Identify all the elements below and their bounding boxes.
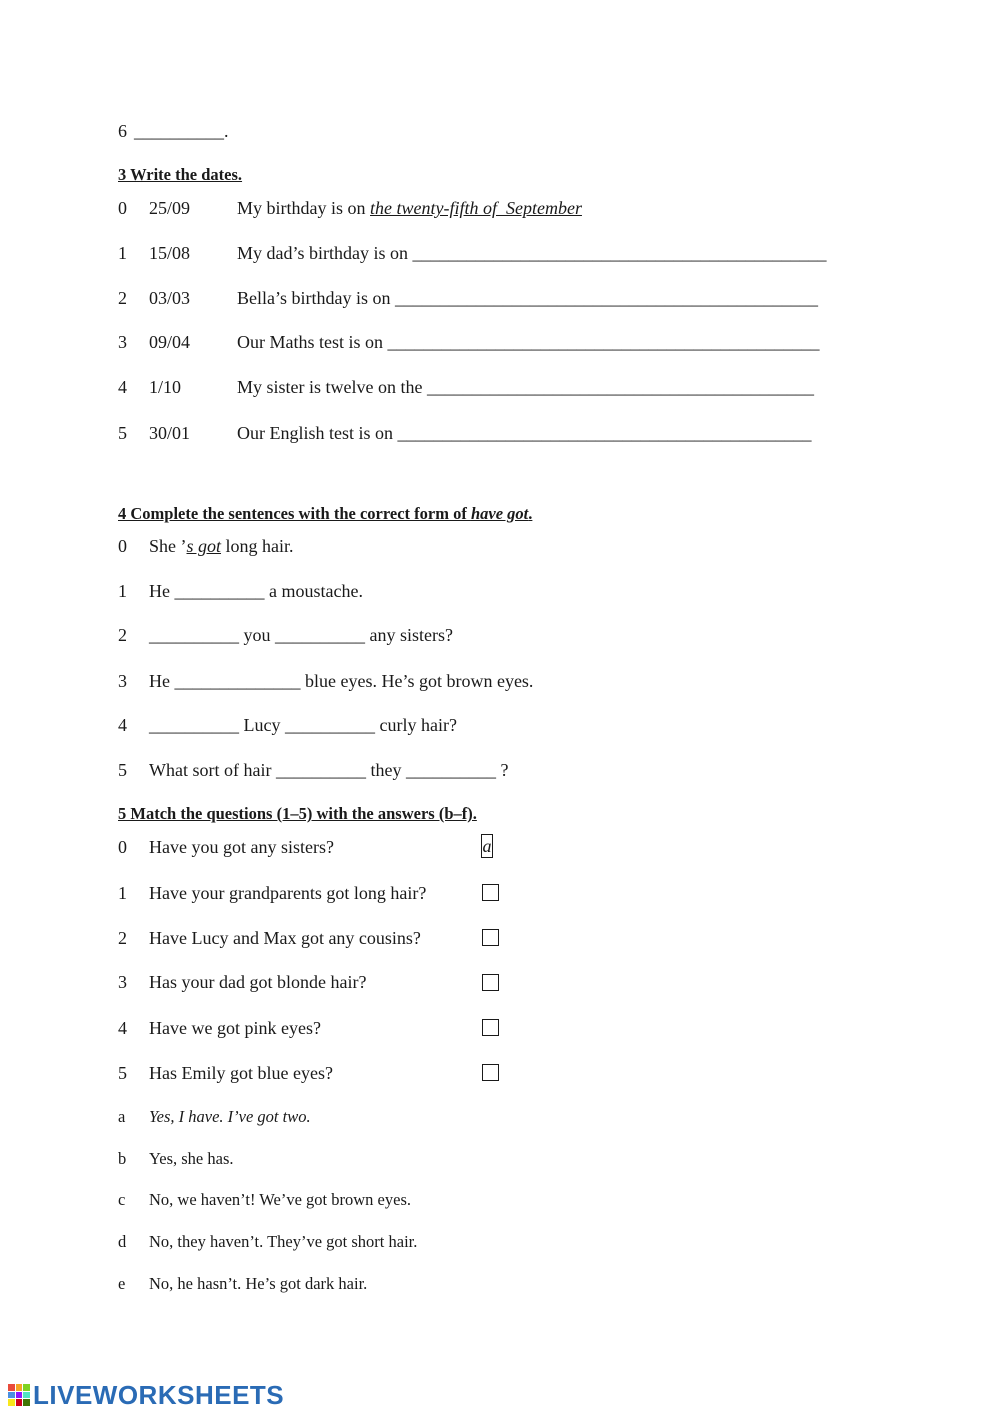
item-number: 1 — [118, 243, 127, 263]
answer-text: No, we haven’t! We’ve got brown eyes. — [149, 1190, 411, 1209]
item-number: 2 — [118, 625, 127, 645]
answer-letter: e — [118, 1274, 126, 1293]
item-number: 0 — [118, 837, 127, 857]
sentence-text: My birthday is on — [237, 198, 370, 218]
sentence-post: long hair. — [221, 536, 294, 556]
answer-letter: b — [118, 1149, 127, 1168]
date: 15/08 — [149, 243, 191, 263]
answer-checkbox[interactable] — [482, 929, 499, 946]
example-answer: s got — [186, 536, 222, 556]
item-number: 4 — [118, 1018, 127, 1038]
sentence-text: My sister is twelve on the — [237, 377, 427, 397]
answer-text: Yes, she has. — [149, 1149, 234, 1168]
question: Have Lucy and Max got any cousins? — [149, 928, 421, 948]
logo-square — [16, 1384, 23, 1391]
logo-square — [8, 1399, 15, 1406]
header-emphasis: have got — [470, 504, 529, 523]
sentence-text: Our English test is on — [237, 423, 398, 443]
item-number: 0 — [118, 536, 127, 556]
date: 1/10 — [149, 377, 182, 397]
sentence-pre: She ’ — [149, 536, 187, 556]
answer-checkbox[interactable] — [482, 884, 499, 901]
logo-grid-icon — [8, 1384, 30, 1406]
item-number: 5 — [118, 760, 127, 780]
date: 03/03 — [149, 288, 191, 308]
logo-square — [8, 1392, 15, 1399]
sentence-with-blank[interactable]: __________ Lucy __________ curly hair? — [149, 715, 457, 735]
question: Have you got any sisters? — [149, 837, 334, 857]
answer-text: Yes, I have. I’ve got two. — [149, 1107, 311, 1126]
logo-square — [23, 1399, 30, 1406]
question: Have we got pink eyes? — [149, 1018, 321, 1038]
answer-checkbox[interactable] — [482, 1064, 499, 1081]
header-period: . — [528, 504, 533, 523]
question: Has your dad got blonde hair? — [149, 972, 367, 992]
item-number: 4 — [118, 377, 127, 397]
item-number: 3 — [118, 671, 127, 691]
logo-square — [23, 1392, 30, 1399]
answer-blank[interactable]: ___________________________________________ — [426, 377, 814, 397]
item-number: 5 — [118, 423, 127, 443]
question: Has Emily got blue eyes? — [149, 1063, 333, 1083]
sentence — [237, 331, 820, 353]
sentence-with-blank[interactable]: What sort of hair __________ they __________ ? — [149, 760, 509, 780]
item-number: 0 — [118, 198, 127, 218]
section-4-header — [118, 504, 532, 524]
answer-letter: a — [118, 1107, 126, 1126]
sentence-with-blank[interactable]: He ______________ blue eyes. He’s got brown eyes. — [149, 671, 534, 691]
section-3-header: 3 Write the dates. — [118, 165, 243, 184]
item-number: 2 — [118, 928, 127, 948]
sentence — [149, 535, 294, 557]
example-answer: the twenty-fifth of September — [370, 198, 582, 218]
item-number: 2 — [118, 288, 127, 308]
answer-blank[interactable]: __________. — [134, 121, 229, 141]
item-number: 6 — [118, 121, 127, 141]
sentence — [237, 242, 827, 264]
item-number: 4 — [118, 715, 127, 735]
answer-checkbox[interactable] — [482, 1019, 499, 1036]
answer-blank[interactable]: _______________________________________________ — [394, 288, 818, 308]
header-text: 4 Complete the sentences with the correct form of — [118, 504, 471, 523]
sentence — [237, 197, 582, 219]
item-number: 3 — [118, 332, 127, 352]
answer-text: No, they haven’t. They’ve got short hair. — [149, 1232, 418, 1251]
answer-blank[interactable]: ______________________________________________ — [397, 423, 812, 443]
answer-letter: d — [118, 1232, 127, 1251]
question: Have your grandparents got long hair? — [149, 883, 427, 903]
answer-blank[interactable]: ________________________________________________ — [387, 332, 820, 352]
section-5-header: 5 Match the questions (1–5) with the answers (b–f). — [118, 804, 477, 823]
sentence — [237, 422, 812, 444]
logo-square — [8, 1384, 15, 1391]
answer-letter: c — [118, 1190, 126, 1209]
item-number: 1 — [118, 581, 127, 601]
logo-square — [23, 1384, 30, 1391]
date: 09/04 — [149, 332, 191, 352]
logo-square — [16, 1399, 23, 1406]
date: 30/01 — [149, 423, 191, 443]
answer-blank[interactable]: ______________________________________________ — [412, 243, 827, 263]
example-answer-box: a — [482, 836, 492, 856]
item-number: 5 — [118, 1063, 127, 1083]
logo-square — [16, 1392, 23, 1399]
item-number: 1 — [118, 883, 127, 903]
item-number: 3 — [118, 972, 127, 992]
date: 25/09 — [149, 198, 191, 218]
sentence-with-blank[interactable]: He __________ a moustache. — [149, 581, 363, 601]
sentence — [237, 376, 814, 398]
answer-text: No, he hasn’t. He’s got dark hair. — [149, 1274, 368, 1293]
sentence-with-blank[interactable]: __________ you __________ any sisters? — [149, 625, 453, 645]
sentence-text: Our Maths test is on — [237, 332, 388, 352]
sentence-text: My dad’s birthday is on — [237, 243, 413, 263]
answer-checkbox[interactable] — [482, 974, 499, 991]
brand-name: LIVEWORKSHEETS — [33, 1380, 285, 1410]
sentence — [237, 287, 818, 309]
sentence-text: Bella’s birthday is on — [237, 288, 395, 308]
liveworksheets-logo[interactable] — [8, 1380, 284, 1410]
